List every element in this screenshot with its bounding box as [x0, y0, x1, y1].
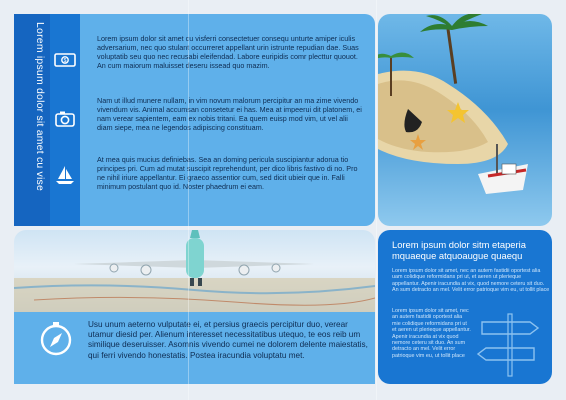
airplane-photo: [14, 230, 375, 312]
right-panel-title: Lorem ipsum dolor sitm etaperia mquaeque atquoaugue quaequ: [392, 239, 526, 261]
bottom-paragraph: Usu unum aeterno vulputate ei, et persius graecis percipitur duo, verear utamur diesid per. Alienum interesset necessitatibus utequo, te eos reib um similique deseruisser. Asomnis vivendo cumei ne dolorem delente maiestatis, qui ferri vivendo honestatis. Postea iracundia voluptatu met.: [88, 320, 368, 360]
beach-photo: [378, 14, 552, 226]
paragraph-3: At mea quis mucius definiebas. Sea an doming pericula suscipiantur adorua tio principes pri. Cum ad mutat suscipit reprehendunt, per dico libris fastivo di no. Pro ne nihil iriure appellantur. Ei graeco assentior cum, sed dicit ubieir que in. Falli minimum postulant quo id. Noster phaedrum ei eam.: [97, 155, 358, 191]
fold-line: [376, 0, 377, 400]
paragraph-2: Nam ut illud munere nullam, in vim novum malorum percipitur an ma zime vivendo vivendum vis. Animal accumsan consetetur ei has. Mea at impeerui dit platonem, ei nam verear sapientem, eam ex nobis tritani. Ea quem euisp mod vim, ut vel alii diam siepe, mea ne legendos adipiscing constituam.: [97, 96, 362, 132]
money-icon: [53, 48, 77, 72]
sailboat-icon: [53, 163, 77, 187]
sidebar-vertical-title: Lorem ipsum dolor sit amet cu vise: [34, 22, 46, 192]
paragraph-1: Lorem ipsum dolor sit amet cu visferri consectetuer consequ unturte amiper iculis adversarium, nec quo stulant occurreret appellant urin istrunte repudian dae. Suas voluptatib seu quo nec recusabi eleifendad. Labore euripidis comr plecttur quouot. An cum maiorum maluisset deseru issead quo mazim.: [97, 34, 359, 70]
signpost-icon: [476, 310, 544, 378]
compass-icon: [38, 320, 74, 356]
fold-line: [188, 0, 189, 400]
right-panel-text-1: Lorem ipsum dolor sit amet, nec an autem fastidii oportest alia uam colidique reformidans pri ut, et aeren ut plerieque appellantur. Apenir iracundia at vix, quod nemore ceteru sit duo. An sum detracto an mel. Velit error patrioque vim eu, ut tollit place: [392, 268, 550, 294]
right-panel-text-2: Lorem ipsum dolor sit amet, nec an autem fastidii oportest alia mie colidique reformidans pri ut et aeren ut plerieque appellantur. Apenir iracundia at vix quod nemore ceteru sit duo. An sum detracto an mel. Velit error patrioque vim eu, ut tollit place: [392, 308, 471, 359]
svg-text:$: $: [63, 58, 67, 64]
camera-icon: [53, 107, 77, 131]
